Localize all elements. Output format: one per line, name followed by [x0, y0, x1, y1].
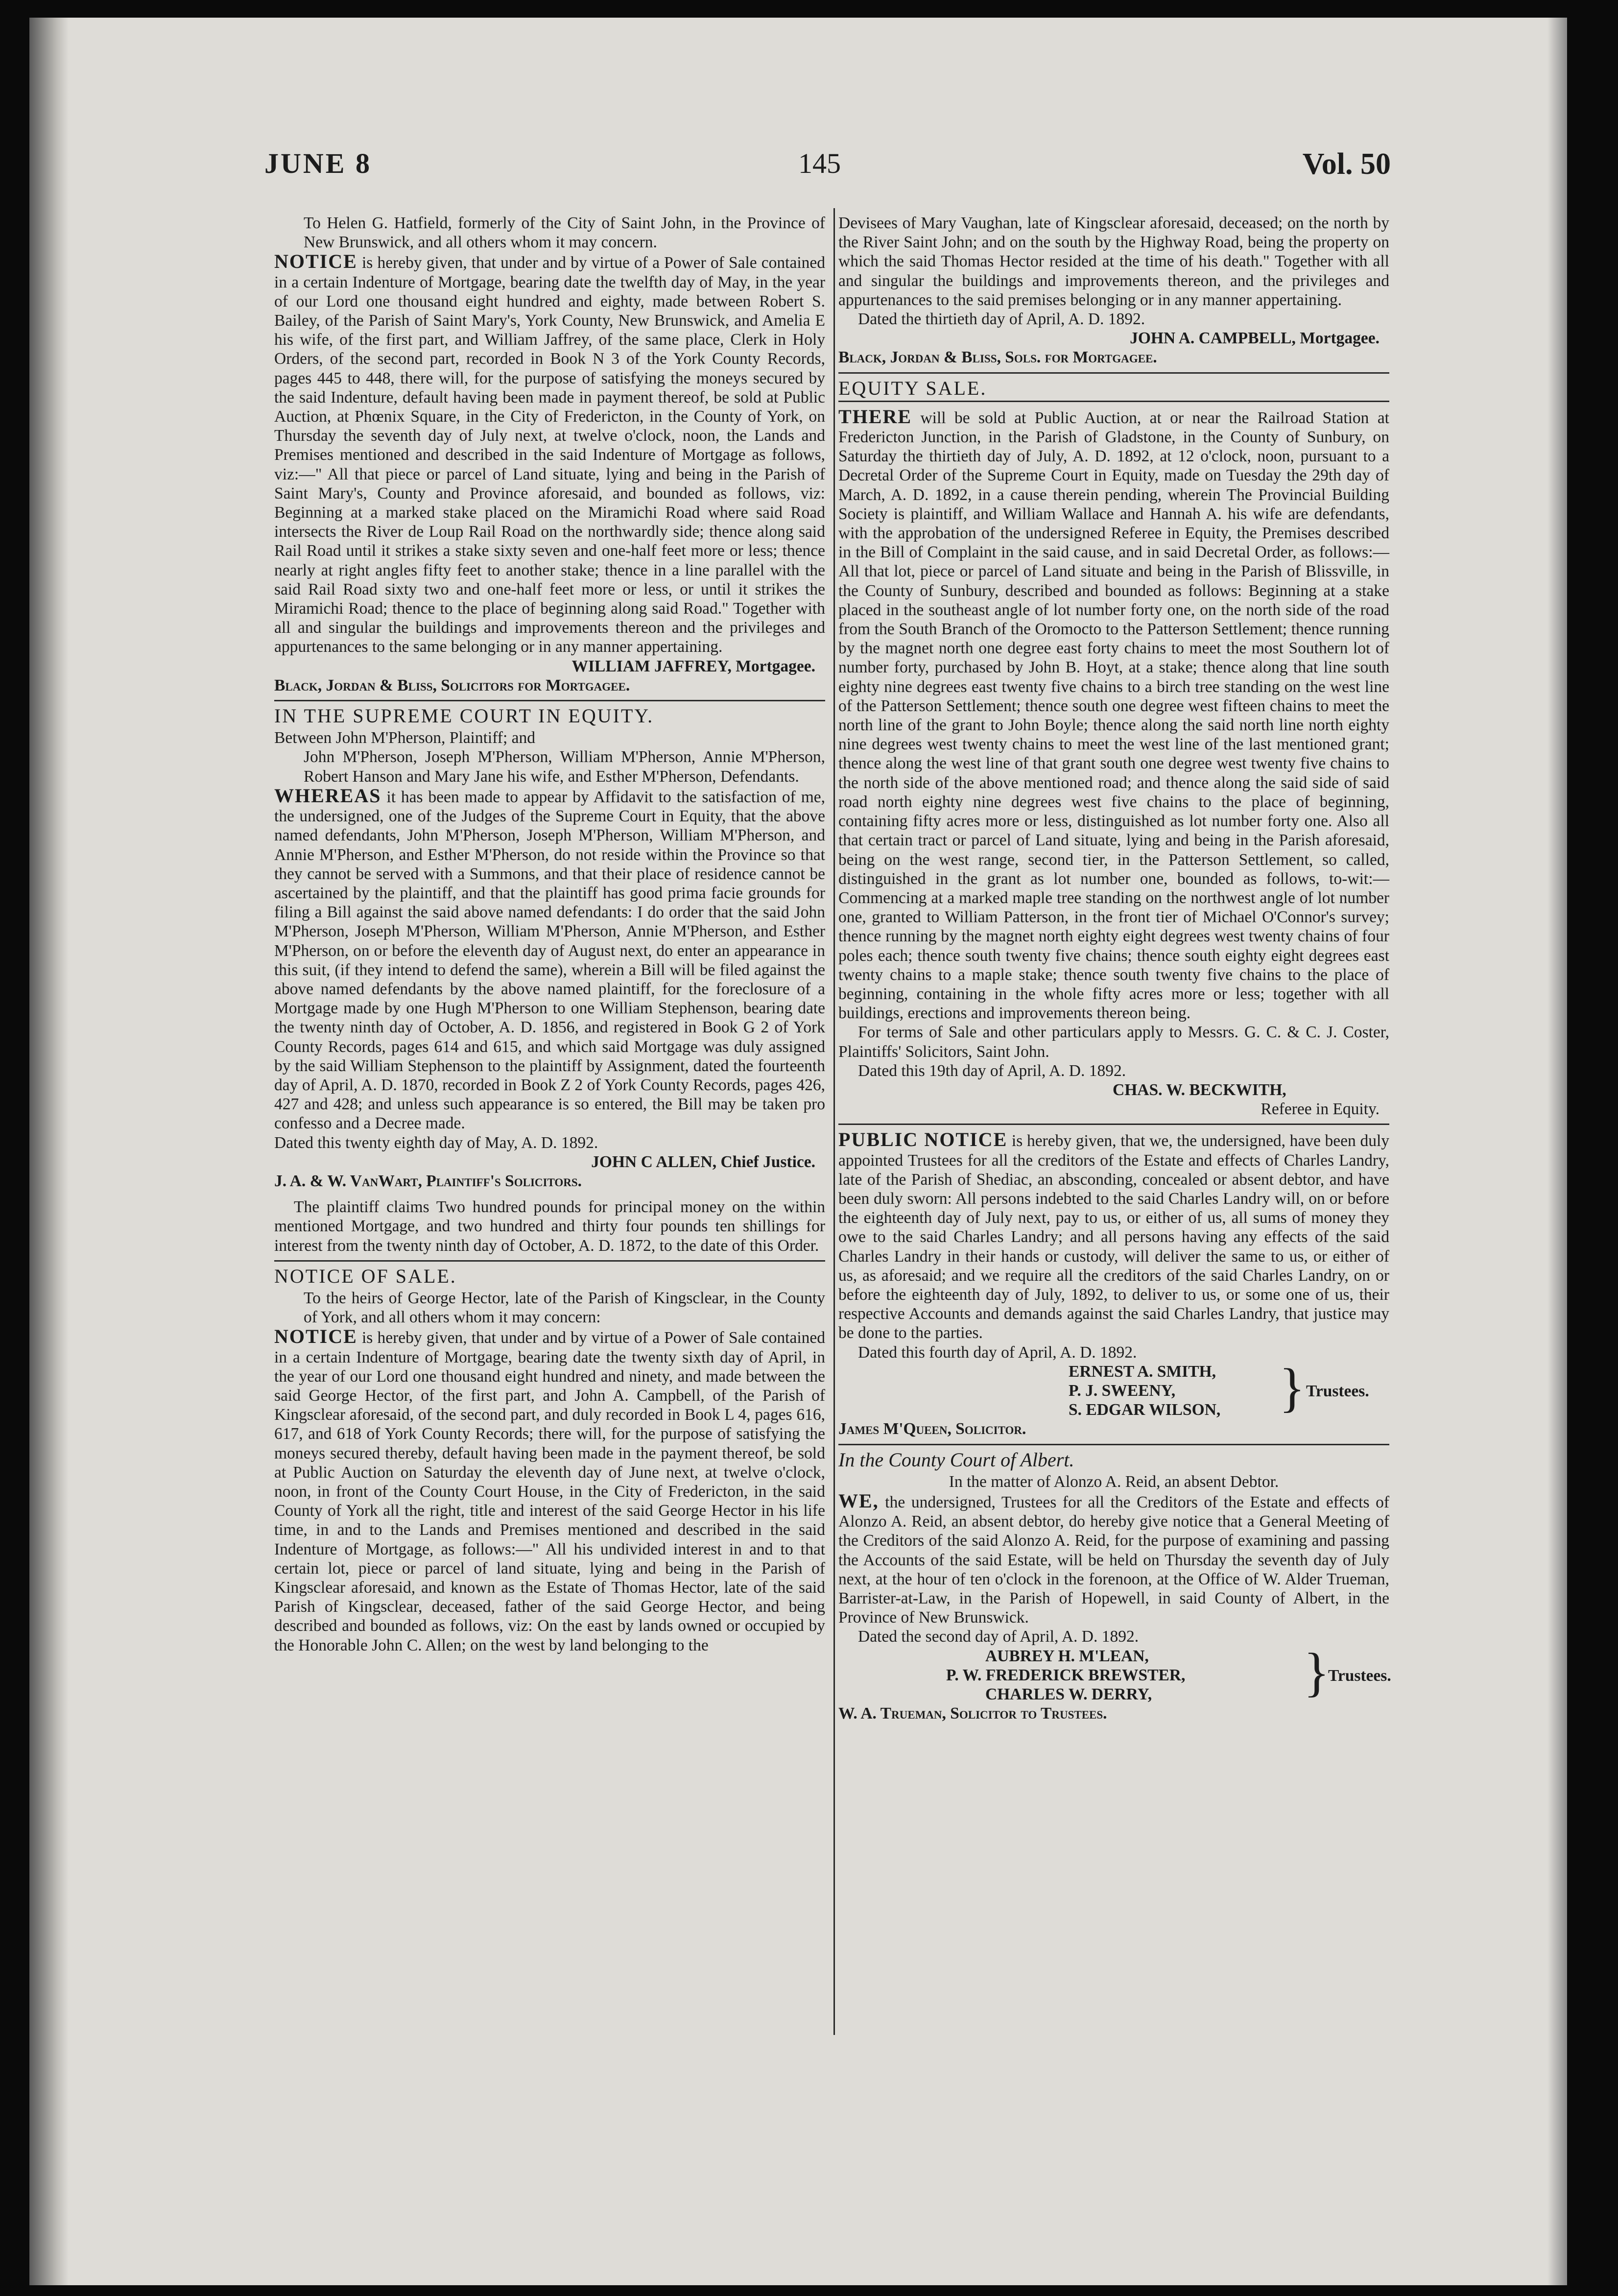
- notice-body: the undersigned, Trustees for all the Creditors of the Estate and effects of Alonzo A. Reid, an absent debtor, do hereby give notice that a General Meeting of the Creditors of the said Alonzo A. Reid, for the purpose of examining and passing the Accounts of the said Estate, will be held on Thursday the seventh day of July next, at the hour of ten o'clock in the forenoon, at the Office of W. Alder Trueman, Barrister-at-Law, in the Parish of Hopewell, in said County of Albert, in the Province of New Brunswick.: [838, 1493, 1390, 1627]
- court-heading: In the County Court of Albert.: [838, 1448, 1074, 1471]
- claim-paragraph: The plaintiff claims Two hundred pounds for principal money on the within mentioned Mortgage, and two hundred and thirty four pounds ten shillings for interest from the twenty ninth day of October, A. D. 1872, to the date of this Order.: [274, 1198, 825, 1255]
- solicitors-line: J. A. & W. VanWart, Plaintiff's Solicitors.: [274, 1172, 582, 1190]
- notice-dropword: NOTICE: [274, 250, 357, 273]
- trustee-name: CHARLES W. DERRY,: [985, 1685, 1152, 1704]
- brace-symbol: }: [1279, 1357, 1305, 1417]
- trustees-label: Trustees.: [1306, 1382, 1369, 1400]
- section-heading: IN THE SUPREME COURT IN EQUITY.: [274, 705, 654, 727]
- dated-line: Dated the thirtieth day of April, A. D. 1892.: [858, 310, 1145, 329]
- section-rule: [838, 401, 1389, 402]
- dated-line: Dated the second day of April, A. D. 1892.: [858, 1627, 1139, 1646]
- brace-symbol: }: [1304, 1642, 1330, 1702]
- section-heading: EQUITY SALE.: [838, 377, 987, 399]
- between-line: Between John M'Pherson, Plaintiff; and: [274, 729, 535, 747]
- page-edge: [1547, 18, 1567, 2285]
- notice-address: To Helen G. Hatfield, formerly of the City of Saint John, in the Province of New Brunswick, and all others whom it may concern.: [304, 214, 825, 252]
- terms-line: For terms of Sale and other particulars apply to Messrs. G. C. & C. J. Coster, Plaintiffs' Solicitors, Saint John.: [838, 1023, 1389, 1061]
- solicitors-line: Black, Jordan & Bliss, Solicitors for Mortgagee.: [274, 676, 630, 694]
- notice-paragraph: [838, 1130, 1389, 1342]
- dated-line: Dated this fourth day of April, A. D. 1892.: [858, 1343, 1137, 1362]
- notice-paragraph: [274, 786, 825, 1133]
- notice-dropword: PUBLIC NOTICE: [838, 1128, 1008, 1151]
- dated-line: Dated this 19th day of April, A. D. 1892.: [858, 1061, 1126, 1080]
- notice-address: To the heirs of George Hector, late of the Parish of Kingsclear, in the County of York, and all others whom it may concern:: [304, 1289, 825, 1327]
- right-column: [838, 214, 1389, 1723]
- notice-body: will be sold at Public Auction, at or near the Railroad Station at Fredericton Junction, in the Parish of Gladstone, in the County of Sunbury, on Saturday the thirtieth day of July, A. D. 1892, at 12 o'clock, noon, pursuant to a Decretal Order of the Supreme Court in Equity, made on Tuesday the 29th day of March, A. D. 1892, in a cause therein pending, wherein The Provincial Building Society is plaintiff, and William Wallace and Hannah A. his wife are defendants, with the approbation of the undersigned Referee in Equity, the Premises described in the Bill of Complaint in the said cause, and in said Decretal Order, as follows:—All that lot, piece or parcel of Land situate and being in the Parish of Blissville, in the County of Sunbury, described and bounded as follows: Beginning at a stake placed in the southeast angle of lot number forty one, on the north side of the road from the South Branch of the Oromocto to the Patterson Settlement; thence running by the magnet north one degree east forty chains to meet the most Southern lot of number forty, purchased by John B. Hoyt, at a stake; thence along that line south eighty nine degrees east twenty five chains to a birch tree standing on the west line of the Patterson Settlement; thence south one degree west fifteen chains to meet the north line of the grant to John Boyle; thence along the said north line north eighty nine degrees west twenty chains to meet the west line of the last mentioned grant; thence along the west line of that grant south one degree west twenty five chains to the north side of the above mentioned road; and thence along the said side of said road north eighty nine degrees west five chains to the place of beginning, containing fifty acres more or less, distinguished as lot number forty one. Also all that certain tract or parcel of Land situate, lying and being in the Parish aforesaid, being on the west range, second tier, in the Patterson Settlement, so called, distinguished in the grant as lot number one, bounded as follows, to-wit:—Commencing at a marked maple tree standing on the northwest angle of lot number one, granted to William Patterson, in the front tier of Michael O'Connor's survey; thence running by the magnet north eighty eight degrees west twenty chains of four poles each; thence south twenty five chains; thence south eighty eight degrees east twenty chains to a maple stake; thence south twenty five chains to the place of beginning, containing in the whole fifty acres more or less; together with all buildings, erections and improvements thereon being.: [838, 408, 1389, 1023]
- notice-continuation: Devisees of Mary Vaughan, late of Kingsclear aforesaid, deceased; on the north by the River Saint John; and on the south by the Highway Road, being the property on which the said Thomas Hector resided at the time of his death." Together with all and singular the buildings and improvements thereon, and the privileges and appurtenances to the said premises belonging or in any manner appertaining.: [838, 214, 1389, 309]
- column-divider: [833, 208, 835, 2035]
- solicitor-line: W. A. Trueman, Solicitor to Trustees.: [838, 1704, 1107, 1723]
- section-rule: [838, 1444, 1389, 1445]
- trustee-name: S. EDGAR WILSON,: [1069, 1401, 1221, 1419]
- section-rule: [838, 1124, 1389, 1125]
- mortgagee-signature: WILLIAM JAFFREY, Mortgagee.: [571, 657, 815, 675]
- matter-line: In the matter of Alonzo A. Reid, an absent Debtor.: [949, 1472, 1279, 1491]
- notice-paragraph: [838, 407, 1389, 1023]
- referee-title: Referee in Equity.: [1261, 1100, 1380, 1119]
- notice-paragraph: [274, 252, 825, 656]
- page-number: 145: [798, 147, 841, 179]
- notice-body: is hereby given, that we, the undersigned, have been duly appointed Trustees for all the creditors of the Estate and effects of Charles Landry, late of the Parish of Shediac, an absconding, concealed or absent debtor, and have been duly sworn: All persons indebted to the said Charles Landry will, on or before the eighteenth day of July next, pay to us, or either of us, all sums of money they owe to the said Charles Landry; and all persons having any effects of the said Charles Landry in their hands or custody, will deliver the same to us, or either of us, as aforesaid; and we require all the creditors of the said Charles Landry, on or before the eighteenth day of July, 1892, to deliver to us, or some one of us, their respective Accounts and demands against the said Charles Landry, that justice may be done to the parties.: [838, 1132, 1389, 1342]
- parties-list: John M'Pherson, Joseph M'Pherson, William M'Pherson, Annie M'Pherson, Robert Hanson and Mary Jane his wife, and Esther M'Pherson, Defendants.: [304, 748, 825, 786]
- notice-body: it has been made to appear by Affidavit to the satisfaction of me, the undersigned, one of the Judges of the Supreme Court in Equity, that the above named defendants, John M'Pherson, Joseph M'Pherson, William M'Pherson, and Annie M'Pherson, and Esther M'Pherson, do not reside within the Province so that they cannot be served with a Summons, and that their place of residence cannot be ascertained by the plaintiff, and that the plaintiff has good prima facie grounds for filing a Bill against the said above named defendants: I do order that the said John M'Pherson, Joseph M'Pherson, William M'Pherson, Annie M'Pherson, and Esther M'Pherson, on or before the eleventh day of August next, do enter an appearance in this suit, (if they intend to defend the same), wherein a Bill will be filed against the above named defendants by the above named plaintiff, for the foreclosure of a Mortgage made by one Hugh M'Pherson to one William Stephenson, bearing date the twenty ninth day of October, A. D. 1856, and registered in Book G 2 of York County Records, pages 614 and 615, and which said Mortgage was duly assigned by the said William Stephenson to the plaintiff by Assignment, dated the fourteenth day of April, A. D. 1870, recorded in Book Z 2 of York County Records, pages 426, 427 and 428; and unless such appearance is so entered, the Bill may be taken pro confesso and a Decree made.: [274, 788, 825, 1133]
- trustees-label: Trustees.: [1328, 1666, 1391, 1685]
- header-date: JUNE 8: [264, 147, 372, 179]
- judge-signature: JOHN C ALLEN, Chief Justice.: [591, 1152, 815, 1171]
- trustee-name: AUBREY H. M'LEAN,: [985, 1647, 1149, 1665]
- left-column: [274, 214, 825, 1655]
- section-heading: NOTICE OF SALE.: [274, 1265, 457, 1287]
- notice-paragraph: [274, 1327, 825, 1654]
- section-rule: [274, 1260, 825, 1262]
- trustee-signatures: [838, 1357, 1389, 1420]
- notice-dropword: WE,: [838, 1490, 879, 1512]
- notice-body: is hereby given, that under and by virtue of a Power of Sale contained in a certain Indenture of Mortgage, bearing date the twenty sixth day of April, in the year of our Lord one thousand eight hundred and ninety, and made between the said George Hector, of the first part, and John A. Campbell, of the Parish of Kingsclear aforesaid, of the second part, and duly recorded in Book L 4, pages 616, 617, and 618 of York County Records; there will, for the purpose of satisfying the moneys secured thereby, default having been made in the payment thereof, be sold at Public Auction on Saturday the eleventh day of June next, at twelve o'clock, noon, in front of the County Court House, in the City of Fredericton, in the said County of York all the right, title and interest of the said George Hector in his life time, in and to the Lands and Premises mentioned and described in the said Indenture of Mortgage, as follows:—" All his undivided interest in and to that certain lot, piece or parcel of land situate, lying and being in the Parish of Kingsclear aforesaid, and known as the Estate of Thomas Hector, late of the said Parish of Kingsclear, deceased, father of the said George Hector, and being described and bounded as follows, viz: On the east by lands owned or occupied by the Honorable John C. Allen; on the west by land belonging to the: [274, 1329, 826, 1654]
- trustee-name: P. J. SWEENY,: [1069, 1381, 1176, 1400]
- notice-body: is hereby given, that under and by virtue of a Power of Sale contained in a certain Indenture of Mortgage, bearing date the twelfth day of May, in the year of our Lord one thousand eight hundred and eighty, made between Robert S. Bailey, of the Parish of Saint Mary's, York County, New Brunswick, and Amelia E his wife, of the first part, and William Jaffrey, of the same place, Clerk in Holy Orders, of the second part, recorded in Book N 3 of the York County Records, pages 445 to 448, there will, for the purpose of satisfying the moneys secured by the said Indenture, default having been made in payment thereof, be sold at Public Auction, at Phœnix Square, in the City of Fredericton, in the County of York, on Thursday the seventh day of July next, at twelve o'clock, noon, the Lands and Premises mentioned and described in the said Indenture of Mortgage as follows, viz:—" All that piece or parcel of Land situate, lying and being in the Parish of Saint Mary's, County and Province aforesaid, and bounded as follows, viz: Beginning at a marked stake placed on the Miramichi Road where said Road intersects the River de Loup Rail Road on the northwardly side; thence along said Rail Road until it strikes a stake sixty seven and one-half feet more or less; thence nearly at right angles fifty feet to another stake; thence in a line parallel with the said Rail Road sixty two and one-half feet more or less, or until it strikes the Miramichi Road; thence to the place of beginning along said Road." Together with all and singular the buildings and improvements thereon and the privileges and appurtenances to the same belonging or in any manner appertaining.: [274, 254, 826, 656]
- dated-line: Dated this twenty eighth day of May, A. D. 1892.: [274, 1133, 598, 1152]
- mortgagee-signature: JOHN A. CAMPBELL, Mortgagee.: [1130, 329, 1380, 348]
- notice-dropword: NOTICE: [274, 1325, 357, 1348]
- binding-shadow: [29, 18, 69, 2285]
- trustee-name: ERNEST A. SMITH,: [1069, 1362, 1216, 1381]
- trustee-name: P. W. FREDERICK BREWSTER,: [946, 1666, 1186, 1684]
- notice-paragraph: [838, 1491, 1389, 1627]
- section-rule: [838, 372, 1389, 374]
- running-head: [264, 147, 1391, 191]
- notice-dropword: WHEREAS: [274, 784, 381, 807]
- solicitor-line: James M'Queen, Solicitor.: [838, 1420, 1026, 1438]
- referee-signature: CHAS. W. BECKWITH,: [1113, 1080, 1286, 1099]
- section-rule: [274, 700, 825, 701]
- volume-number: Vol. 50: [1302, 147, 1391, 181]
- notice-dropword: THERE: [838, 405, 912, 428]
- solicitors-line: Black, Jordan & Bliss, Sols. for Mortgagee.: [838, 348, 1157, 367]
- trustee-signatures: [838, 1642, 1391, 1704]
